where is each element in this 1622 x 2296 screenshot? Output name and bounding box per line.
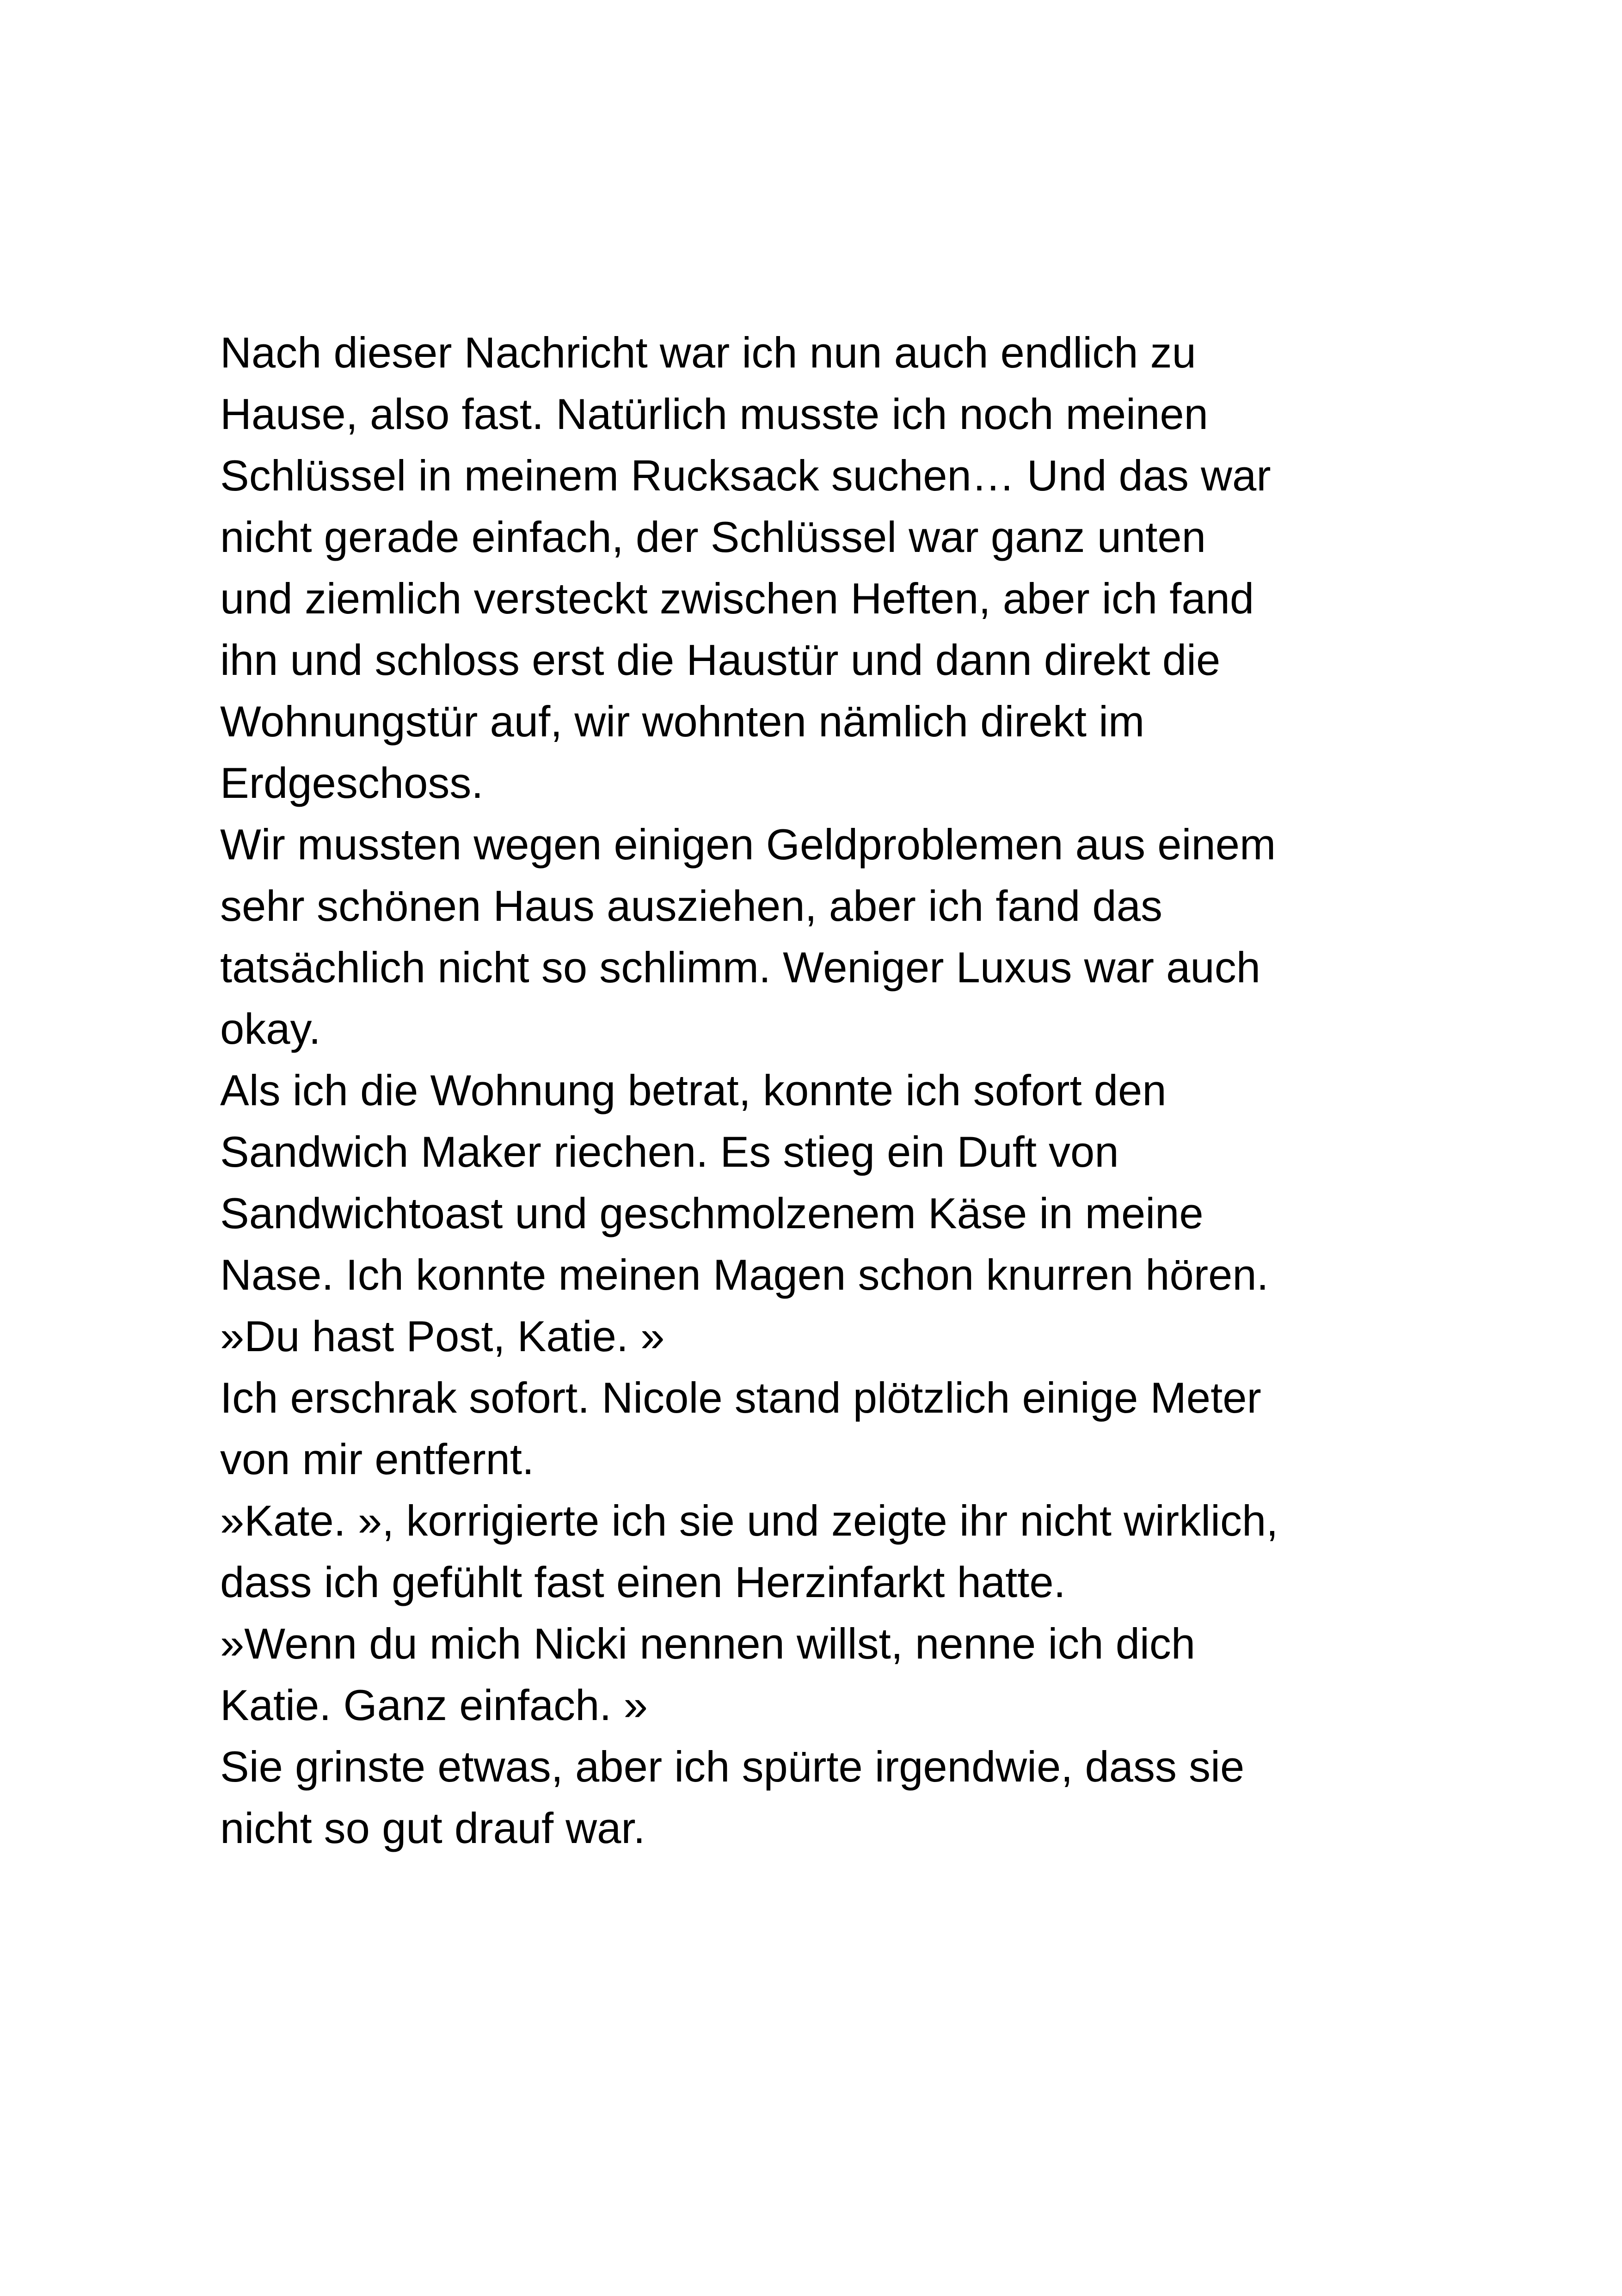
text-line: ihn und schloss erst die Haustür und dann direkt die — [220, 636, 1221, 684]
text-line: Nase. Ich konnte meinen Magen schon knurren hören. — [220, 1250, 1269, 1299]
text-line: »Wenn du mich Nicki nennen willst, nenne ich dich — [220, 1619, 1196, 1668]
text-line: »Kate. », korrigierte ich sie und zeigte ihr nicht wirklich, — [220, 1496, 1278, 1545]
text-line: nicht so gut drauf war. — [220, 1804, 645, 1852]
text-line: Sandwichtoast und geschmolzenem Käse in meine — [220, 1189, 1204, 1237]
text-line: Schlüssel in meinem Rucksack suchen… Und das war — [220, 451, 1271, 500]
text-line: sehr schönen Haus ausziehen, aber ich fand das — [220, 882, 1162, 930]
text-line: Nach dieser Nachricht war ich nun auch endlich zu — [220, 328, 1196, 377]
text-line: okay. — [220, 1004, 321, 1053]
text-line: Erdgeschoss. — [220, 759, 484, 807]
text-line: Katie. Ganz einfach. » — [220, 1681, 648, 1729]
text-line: Hause, also fast. Natürlich musste ich noch meinen — [220, 390, 1208, 438]
text-line: von mir entfernt. — [220, 1435, 535, 1483]
text-line: Ich erschrak sofort. Nicole stand plötzlich einige Meter — [220, 1373, 1261, 1422]
text-line: dass ich gefühlt fast einen Herzinfarkt hatte. — [220, 1558, 1066, 1606]
text-line: Sie grinste etwas, aber ich spürte irgendwie, dass sie — [220, 1742, 1245, 1791]
text-line: Sandwich Maker riechen. Es stieg ein Duft von — [220, 1127, 1119, 1176]
text-line: Als ich die Wohnung betrat, konnte ich sofort den — [220, 1066, 1167, 1114]
text-line: und ziemlich versteckt zwischen Heften, aber ich fand — [220, 574, 1254, 623]
text-line: Wohnungstür auf, wir wohnten nämlich direkt im — [220, 697, 1145, 746]
text-line: Wir mussten wegen einigen Geldproblemen aus einem — [220, 820, 1276, 869]
text-line: »Du hast Post, Katie. » — [220, 1312, 665, 1360]
text-line: tatsächlich nicht so schlimm. Weniger Luxus war auch — [220, 943, 1260, 992]
text-line: nicht gerade einfach, der Schlüssel war ganz unten — [220, 513, 1206, 561]
body-text — [220, 322, 1432, 1859]
